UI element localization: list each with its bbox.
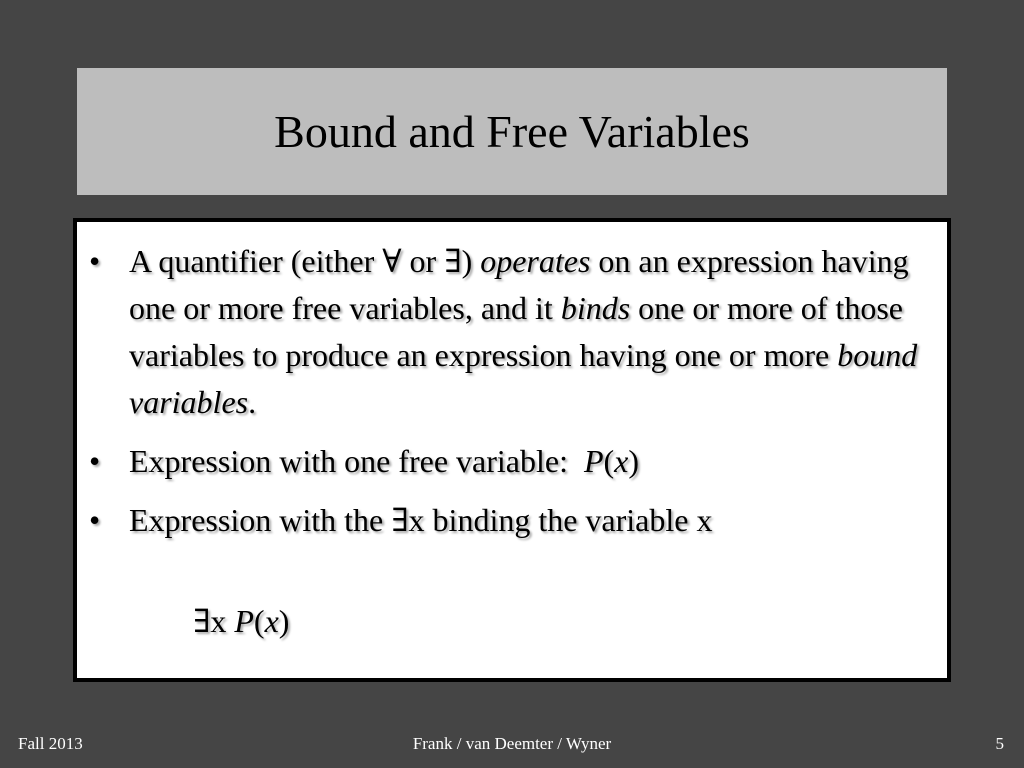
bullet-3-text	[129, 502, 712, 538]
footer-authors: Frank / van Deemter / Wyner	[412, 734, 612, 753]
formula-exists-x-p-x	[193, 598, 289, 645]
formula-seg-5: )	[278, 603, 290, 639]
footer-date: Fall 2013	[18, 734, 83, 753]
bullet-3-seg-1: Expression with the ∃x binding the variable x	[129, 502, 713, 538]
bullet-2-seg-4: x	[614, 443, 629, 479]
bullet-1-seg-4: binds	[560, 290, 631, 326]
bullet-item-3	[89, 497, 929, 544]
slide-title: Bound and Free Variables	[274, 105, 750, 157]
slide-content-box	[73, 218, 951, 682]
footer-slide-number: 5	[995, 734, 1004, 753]
bullet-item-2	[89, 438, 929, 485]
bullet-1-seg-3: on an expression having one or more free variables, and it	[129, 243, 909, 326]
bullet-2-text	[129, 443, 639, 479]
formula-seg-4: x	[264, 603, 279, 639]
bullet-2-seg-1: Expression with one free variable:	[129, 443, 584, 479]
bullet-1-seg-6: bound variables	[129, 337, 918, 420]
formula-seg-2: P	[234, 603, 254, 639]
bullet-2-seg-3: (	[603, 443, 615, 479]
bullet-1-seg-7: .	[248, 384, 257, 420]
bullet-marker: •	[89, 502, 101, 538]
bullet-list	[89, 238, 929, 544]
bullet-1-seg-2: operates	[480, 243, 591, 279]
bullet-1-seg-5: one or more of those variables to produce an expression having one or more	[129, 290, 903, 373]
bullet-2-seg-2: P	[583, 443, 604, 479]
bullet-2-seg-5: )	[628, 443, 640, 479]
bullet-marker: •	[89, 243, 101, 279]
bullet-item-1	[89, 238, 929, 426]
formula-seg-3: (	[253, 603, 265, 639]
bullet-1-text	[129, 243, 917, 420]
bullet-1-seg-1: A quantifier (either ∀ or ∃)	[129, 243, 481, 279]
formula-seg-1: ∃x	[193, 603, 235, 639]
bullet-marker: •	[89, 443, 101, 479]
slide-title-box	[77, 68, 947, 195]
